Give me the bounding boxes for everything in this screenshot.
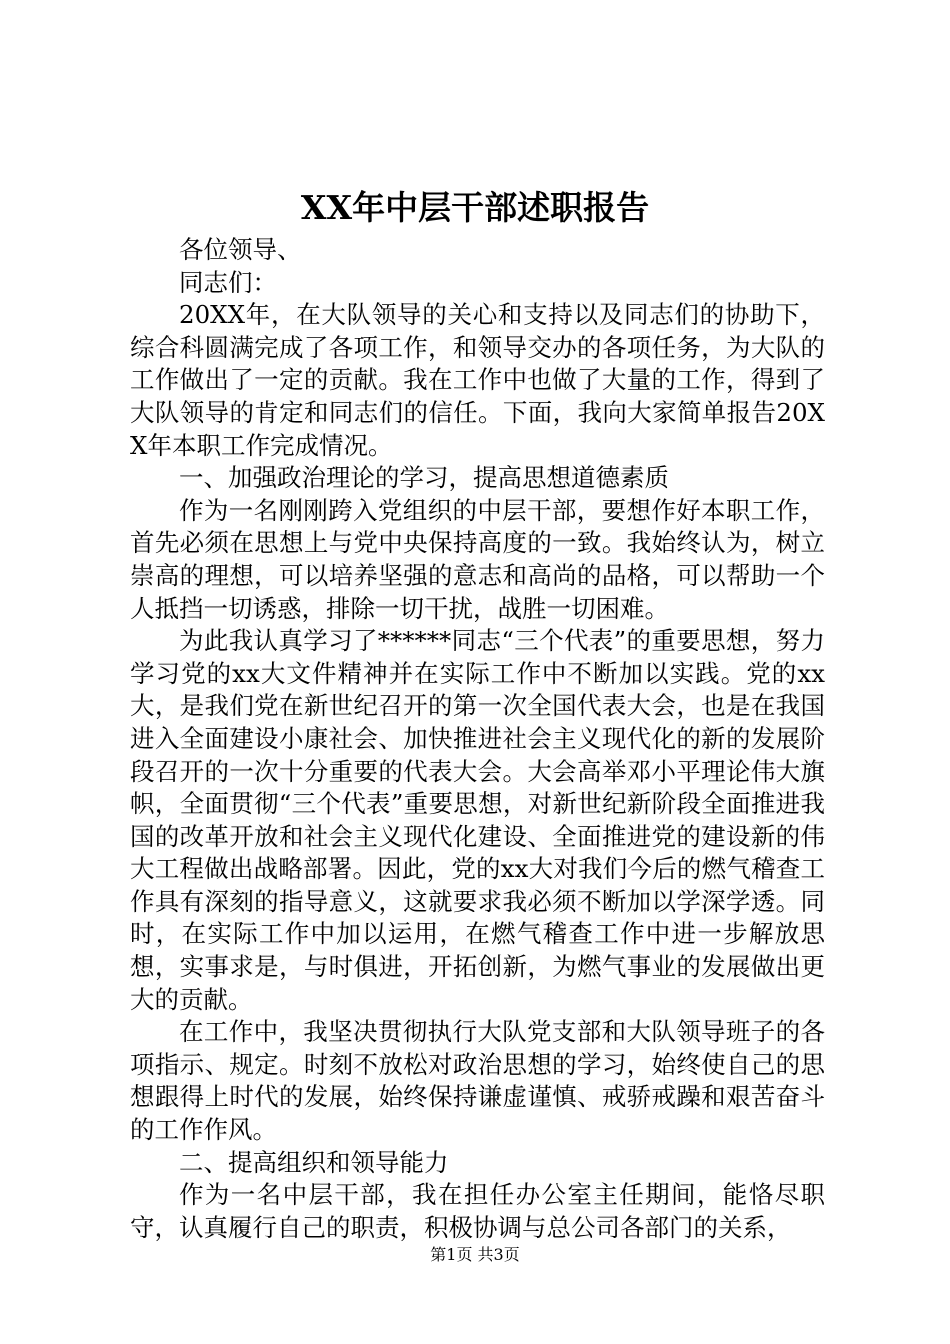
section-heading-1: 一、加强政治理论的学习，提高思想道德素质 bbox=[179, 463, 669, 493]
section-heading-2: 二、提高组织和领导能力 bbox=[179, 1147, 449, 1177]
salutation-leaders: 各位领导、 bbox=[179, 235, 302, 264]
document-title: XX年中层干部述职报告 bbox=[300, 188, 650, 227]
salutation-comrades: 同志们： bbox=[179, 267, 277, 297]
page-number-footer: 第1页 共3页 bbox=[430, 1245, 520, 1264]
paragraph: 在工作中，我坚决贯彻执行大队党支部和大队领导班子的各项指示、规定。时刻不放松对政治思想的学习，始终使自己的思想跟得上时代的发展，始终保持谦虚谨慎、戒骄戒躁和艰苦奋斗的工作作风。 bbox=[130, 1017, 825, 1145]
paragraph: 作为一名刚刚跨入党组织的中层干部，要想作好本职工作，首先必须在思想上与党中央保持高度的一致。我始终认为，树立崇高的理想，可以培养坚强的意志和高尚的品格，可以帮助一个人抵挡一切诱惑，排除一切干扰，战胜一切困难。 bbox=[130, 495, 825, 623]
paragraph: 为此我认真学习了******同志“三个代表”的重要思想，努力学习党的xx大文件精神并在实际工作中不断加以实践。党的xx大，是我们党在新世纪召开的第一次全国代表大会，也是在我国进入全面建设小康社会、加快推进社会主义现代化的新的发展阶段召开的一次十分重要的代表大会。大会高举邓小平理论伟大旗帜，全面贯彻“三个代表”重要思想，对新世纪新阶段全面推进我国的改革开放和社会主义现代化建设、全面推进党的建设新的伟大工程做出战略部署。因此，党的xx大对我们今后的燃气稽查工作具有深刻的指导意义，这就要求我必须不断加以学深学透。同时，在实际工作中加以运用，在燃气稽查工作中进一步解放思想，实事求是，与时俱进，开拓创新，为燃气事业的发展做出更大的贡献。 bbox=[130, 626, 825, 1014]
paragraph-intro: 20XX年，在大队领导的关心和支持以及同志们的协助下，综合科圆满完成了各项工作，和领导交办的各项任务，为大队的工作做出了一定的贡献。我在工作中也做了大量的工作，得到了大队领导的肯定和同志们的信任。下面，我向大家简单报告20XX年本职工作完成情况。 bbox=[130, 300, 825, 460]
paragraph: 作为一名中层干部，我在担任办公室主任期间，能恪尽职守，认真履行自己的职责，积极协调与总公司各部门的关系， bbox=[130, 1180, 825, 1242]
document-body bbox=[130, 234, 825, 1244]
